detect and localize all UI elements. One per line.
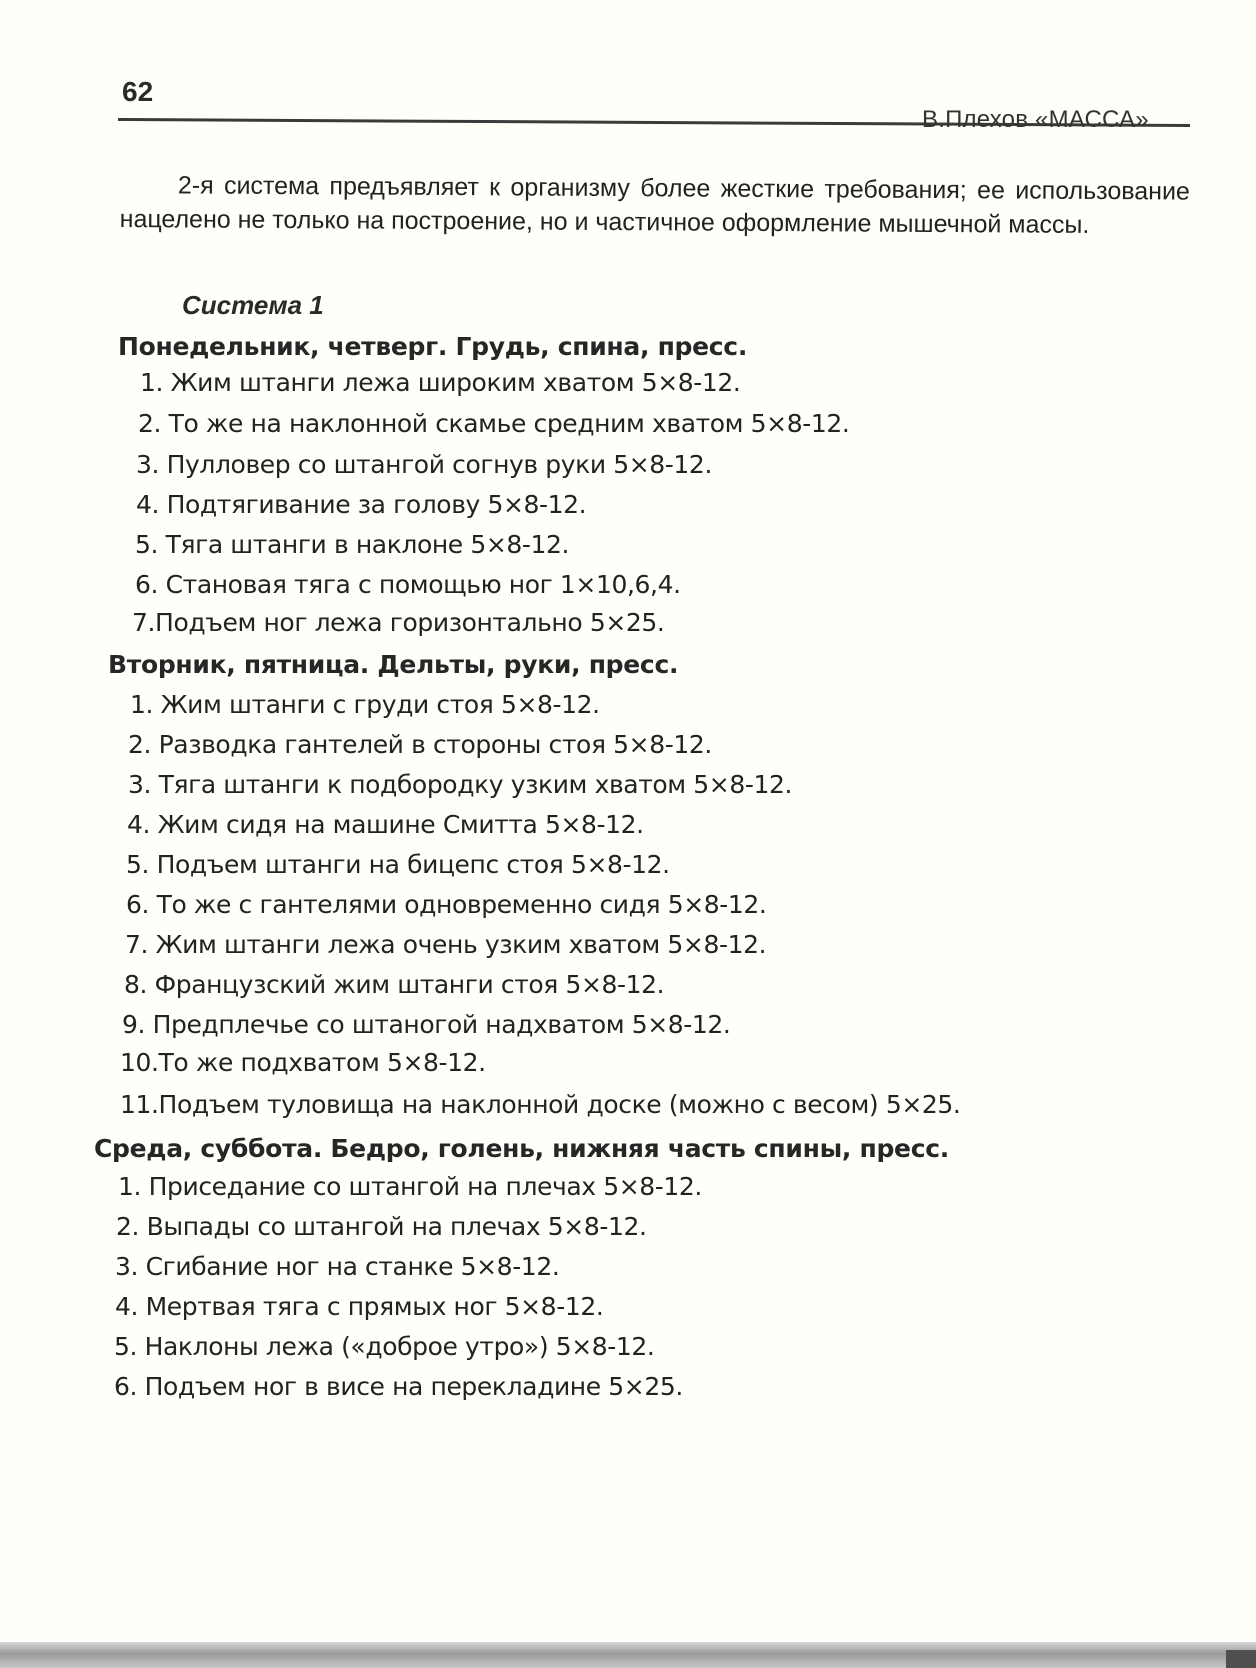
exercise-item: 3. Пулловер со штангой согнув руки 5×8-12. <box>136 450 712 479</box>
exercise-item: 1. Жим штанги лежа широким хватом 5×8-12. <box>140 368 741 397</box>
day-heading-mon-thu: Понедельник, четверг. Грудь, спина, пресс. <box>118 332 748 361</box>
intro-paragraph <box>120 168 1190 243</box>
day-heading-tue-fri: Вторник, пятница. Дельты, руки, пресс. <box>108 650 679 679</box>
exercise-item: 11.Подъем туловища на наклонной доске (можно с весом) 5×25. <box>120 1090 961 1119</box>
scanner-edge-corner <box>1226 1650 1256 1668</box>
exercise-item: 6. Подъем ног в висе на перекладине 5×25. <box>114 1372 683 1401</box>
exercise-item: 3. Сгибание ног на станке 5×8-12. <box>115 1252 560 1281</box>
exercise-item: 4. Мертвая тяга с прямых ног 5×8-12. <box>115 1292 604 1321</box>
exercise-item: 4. Жим сидя на машине Смитта 5×8-12. <box>127 810 644 839</box>
exercise-item: 6. То же с гантелями одновременно сидя 5×8-12. <box>126 890 767 919</box>
scanner-edge <box>0 1642 1256 1668</box>
exercise-item: 2. Выпады со штангой на плечах 5×8-12. <box>116 1212 647 1241</box>
intro-text: 2-я система предъявляет к организму более жесткие требования; ее использование нацелено не только на построение, но и частичное оформление мышечной массы. <box>119 171 1190 239</box>
exercise-item: 4. Подтягивание за голову 5×8-12. <box>136 490 587 519</box>
exercise-item: 8. Французский жим штанги стоя 5×8-12. <box>124 970 665 999</box>
exercise-item: 10.То же подхватом 5×8-12. <box>120 1048 486 1077</box>
exercise-item: 7. Жим штанги лежа очень узким хватом 5×8-12. <box>125 930 767 959</box>
exercise-item: 9. Предплечье со штаногой надхватом 5×8-12. <box>122 1010 731 1039</box>
exercise-item: 2. Разводка гантелей в стороны стоя 5×8-12. <box>128 730 712 759</box>
exercise-item: 6. Становая тяга с помощью ног 1×10,6,4. <box>135 570 681 599</box>
exercise-item: 1. Приседание со штангой на плечах 5×8-12. <box>118 1172 702 1201</box>
exercise-item: 7.Подъем ног лежа горизонтально 5×25. <box>132 608 665 637</box>
day-heading-wed-sat: Среда, суббота. Бедро, голень, нижняя часть спины, пресс. <box>94 1134 949 1163</box>
running-head: В.Плехов «МАССА» <box>922 106 1149 133</box>
exercise-item: 5. Подъем штанги на бицепс стоя 5×8-12. <box>126 850 670 879</box>
exercise-item: 1. Жим штанги с груди стоя 5×8-12. <box>130 690 600 719</box>
exercise-item: 5. Наклоны лежа («доброе утро») 5×8-12. <box>114 1332 655 1361</box>
exercise-item: 3. Тяга штанги к подбородку узким хватом 5×8-12. <box>128 770 793 799</box>
exercise-item: 5. Тяга штанги в наклоне 5×8-12. <box>135 530 570 559</box>
exercise-item: 2. То же на наклонной скамье средним хватом 5×8-12. <box>138 409 850 438</box>
page-number: 62 <box>122 76 154 107</box>
section-title: Система 1 <box>182 290 324 320</box>
